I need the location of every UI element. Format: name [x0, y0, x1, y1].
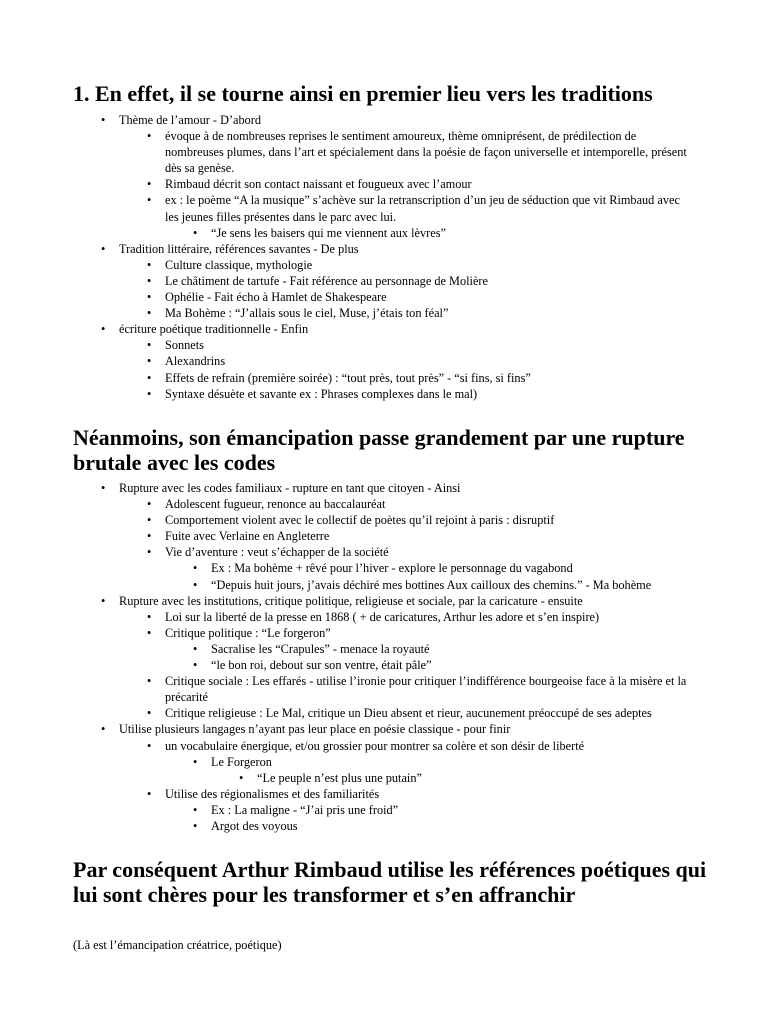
bullet-icon: [147, 625, 151, 641]
list-item-text: Fuite avec Verlaine en Angleterre: [165, 529, 330, 544]
list-item: [73, 496, 689, 512]
bullet-icon: [147, 370, 151, 386]
list-item: [73, 273, 689, 289]
section-3-heading: Par conséquent Arthur Rimbaud utilise les références poétiques qui lui sont chères pour les transformer et s’en affranchir: [73, 857, 707, 907]
bullet-icon: [147, 512, 151, 528]
list-item: [73, 754, 689, 770]
list-item-text: ex : le poème “A la musique” s’achève sur la retranscription d’un jeu de séduction que vit Rimbaud avec les jeunes filles présentes dans le parc avec lui.: [165, 193, 680, 224]
list-item-text: Utilise plusieurs langages n’ayant pas leur place en poésie classique - pour finir: [119, 722, 511, 737]
bullet-icon: [147, 528, 151, 544]
list-item: [73, 673, 689, 705]
list-item: [73, 321, 689, 337]
bullet-icon: [193, 802, 197, 818]
list-item-text: un vocabulaire énergique, et/ou grossier pour montrer sa colère et son désir de liberté: [165, 738, 585, 753]
bullet-icon: [193, 560, 197, 576]
list-item: [73, 512, 689, 528]
bullet-icon: [193, 641, 197, 657]
list-item: [73, 386, 689, 402]
section-2-bullet-list: [73, 480, 689, 834]
bullet-icon: [147, 273, 151, 289]
bullet-icon: [147, 386, 151, 402]
list-item: [73, 738, 689, 754]
list-item: [73, 128, 689, 176]
list-item-text: évoque à de nombreuses reprises le sentiment amoureux, thème omniprésent, de prédilection de nombreuses plumes, dans l’art et spécialement dans la poésie de façon universelle et intemporelle, présent dès sa genèse.: [165, 129, 687, 176]
bullet-icon: [147, 176, 151, 192]
list-item-text: Ophélie - Fait écho à Hamlet de Shakespeare: [165, 290, 387, 305]
list-item: [73, 609, 689, 625]
list-item: [73, 241, 689, 257]
bullet-icon: [147, 673, 151, 689]
bullet-icon: [147, 192, 151, 208]
list-item: [73, 625, 689, 641]
section-1-bullet-list: [73, 112, 689, 402]
list-item-text: Ex : La maligne - “J’ai pris une froid”: [211, 802, 399, 817]
bullet-icon: [101, 593, 105, 609]
section-2-heading: Néanmoins, son émancipation passe grandement par une rupture brutale avec les codes: [73, 425, 685, 475]
section-3-note: (Là est l’émancipation créatrice, poétique): [73, 938, 282, 952]
list-item-text: Tradition littéraire, références savantes - De plus: [119, 241, 359, 256]
list-item-text: Vie d’aventure : veut s’échapper de la société: [165, 545, 389, 560]
bullet-icon: [193, 818, 197, 834]
list-item: [73, 802, 689, 818]
list-item: [73, 641, 689, 657]
list-item: [73, 705, 689, 721]
list-item: [73, 480, 689, 496]
list-item-text: Ma Bohème : “J’allais sous le ciel, Muse, j’étais ton féal”: [165, 306, 449, 321]
list-item-text: Thème de l’amour - D’abord: [119, 113, 262, 127]
list-item-text: “le bon roi, debout sur son ventre, était pâle”: [211, 658, 432, 673]
list-item: [73, 721, 689, 737]
bullet-icon: [101, 241, 105, 257]
list-item: [73, 560, 689, 576]
bullet-icon: [147, 609, 151, 625]
list-item: [73, 370, 689, 386]
bullet-icon: [193, 657, 197, 673]
list-item-text: Le Forgeron: [211, 754, 272, 769]
list-item-text: Utilise des régionalismes et des familiarités: [165, 786, 380, 801]
list-item-text: “Depuis huit jours, j’avais déchiré mes bottines Aux cailloux des chemins.” - Ma bohème: [211, 577, 652, 592]
list-item-text: Rimbaud décrit son contact naissant et fougueux avec l’amour: [165, 177, 472, 192]
bullet-icon: [147, 786, 151, 802]
bullet-icon: [147, 337, 151, 353]
list-item: [73, 353, 689, 369]
list-item-text: Comportement violent avec le collectif de poètes qu’il rejoint à paris : disruptif: [165, 513, 555, 528]
bullet-icon: [101, 480, 105, 496]
list-item: [73, 112, 689, 128]
bullet-icon: [147, 257, 151, 273]
list-item-text: Rupture avec les institutions, critique politique, religieuse et sociale, par la caricature - ensuite: [119, 593, 583, 608]
list-item: [73, 786, 689, 802]
list-item-text: écriture poétique traditionnelle - Enfin: [119, 322, 309, 337]
list-item-text: Critique sociale : Les effarés - utilise l’ironie pour critiquer l’indifférence bourgeoise face à la misère et la précarité: [165, 674, 687, 705]
bullet-icon: [147, 496, 151, 512]
list-item: [73, 176, 689, 192]
bullet-icon: [193, 754, 197, 770]
list-item-text: Syntaxe désuète et savante ex : Phrases complexes dans le mal): [165, 386, 478, 401]
list-item-text: Critique politique : “Le forgeron”: [165, 625, 331, 640]
bullet-icon: [101, 112, 105, 128]
bullet-icon: [101, 321, 105, 337]
list-item: [73, 337, 689, 353]
list-item: [73, 257, 689, 273]
list-item: [73, 225, 689, 241]
list-item-text: Adolescent fugueur, renonce au baccalauréat: [165, 497, 386, 512]
list-item: [73, 528, 689, 544]
list-item: [73, 305, 689, 321]
bullet-icon: [147, 544, 151, 560]
list-item: [73, 818, 689, 834]
bullet-icon: [147, 705, 151, 721]
list-item-text: Rupture avec les codes familiaux - rupture en tant que citoyen - Ainsi: [119, 481, 461, 495]
list-item-text: “Je sens les baisers qui me viennent aux lèvres”: [211, 225, 446, 240]
list-item-text: Ex : Ma bohème + rêvé pour l’hiver - explore le personnage du vagabond: [211, 561, 573, 576]
list-item-text: Le châtiment de tartufe - Fait référence au personnage de Molière: [165, 273, 488, 288]
list-item: [73, 577, 689, 593]
list-item-text: Effets de refrain (première soirée) : “tout près, tout près” - “si fins, si fins”: [165, 370, 531, 385]
list-item: [73, 770, 689, 786]
list-item-text: Argot des voyous: [211, 818, 298, 833]
bullet-icon: [147, 289, 151, 305]
list-item: [73, 593, 689, 609]
list-item: [73, 657, 689, 673]
list-item-text: Loi sur la liberté de la presse en 1868 ( + de caricatures, Arthur les adore et s’en inspire): [165, 609, 600, 624]
bullet-icon: [193, 225, 197, 241]
list-item: [73, 192, 689, 224]
list-item-text: “Le peuple n’est plus une putain”: [257, 770, 422, 785]
bullet-icon: [101, 721, 105, 737]
list-item: [73, 289, 689, 305]
list-item-text: Culture classique, mythologie: [165, 257, 313, 272]
list-item-text: Sacralise les “Crapules” - menace la royauté: [211, 641, 430, 656]
list-item-text: Critique religieuse : Le Mal, critique un Dieu absent et rieur, aucunement préoccupé de ses adeptes: [165, 706, 652, 721]
list-item: [73, 544, 689, 560]
bullet-icon: [193, 577, 197, 593]
section-1-heading: 1. En effet, il se tourne ainsi en premier lieu vers les traditions: [73, 81, 653, 106]
list-item-text: Sonnets: [165, 338, 204, 353]
bullet-icon: [239, 770, 243, 786]
list-item-text: Alexandrins: [165, 354, 226, 369]
bullet-icon: [147, 353, 151, 369]
bullet-icon: [147, 128, 151, 144]
bullet-icon: [147, 738, 151, 754]
bullet-icon: [147, 305, 151, 321]
